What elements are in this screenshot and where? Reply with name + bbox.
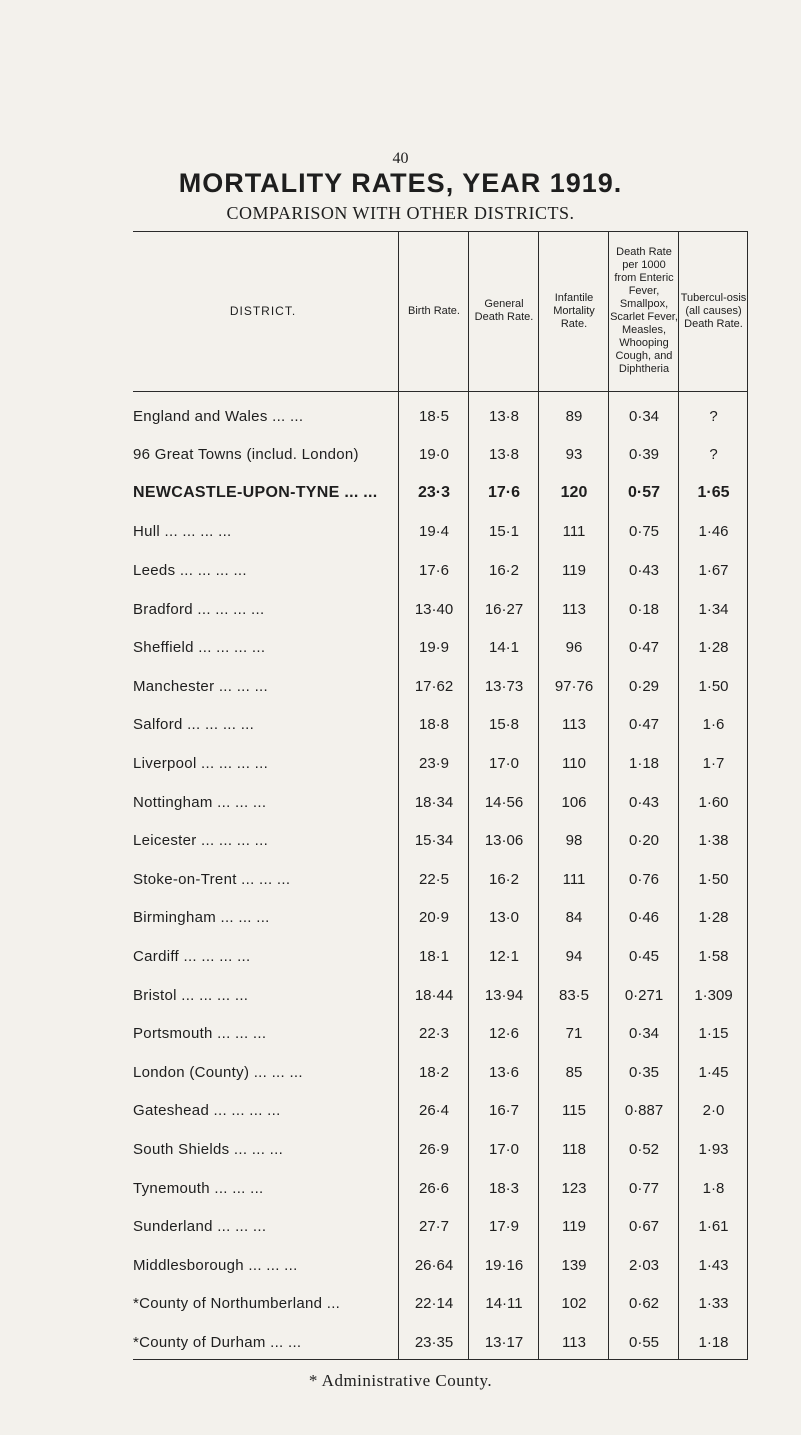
general-death-rate-cell: 18·3 (488, 1179, 520, 1197)
infantile-mortality-cell: 94 (565, 947, 583, 965)
district-name-cell: Sheffield ... ... ... ... (133, 639, 266, 657)
general-death-rate-cell: 13·94 (484, 986, 524, 1004)
district-name-cell: 96 Great Towns (includ. London) (133, 446, 359, 464)
infectious-death-rate-cell: 0·29 (628, 677, 660, 695)
tuberculosis-rate-cell: 1·93 (698, 1140, 729, 1158)
infantile-mortality-cell: 110 (562, 754, 586, 772)
district-name-cell: Leicester ... ... ... ... (133, 832, 269, 850)
general-death-rate-cell: 13·8 (488, 446, 520, 464)
birth-rate-cell: 13·40 (414, 600, 454, 618)
district-name-cell: Bristol ... ... ... ... (133, 986, 249, 1004)
table-row (133, 473, 748, 513)
infantile-mortality-cell: 83·5 (558, 986, 590, 1004)
district-name-cell: England and Wales ... ... (133, 407, 304, 425)
infantile-mortality-cell: 113 (562, 600, 586, 618)
infectious-death-rate-cell: 0·35 (628, 1063, 660, 1081)
district-name-cell: Manchester ... ... ... (133, 677, 268, 695)
table-row (133, 782, 748, 822)
infantile-mortality-cell: 119 (562, 1218, 586, 1236)
infantile-mortality-cell: 123 (561, 1179, 587, 1197)
district-name-cell: Tynemouth ... ... ... (133, 1179, 264, 1197)
tuberculosis-rate-cell: 1·58 (698, 947, 729, 965)
general-death-rate-cell: 16·2 (488, 561, 520, 579)
infectious-death-rate-cell: 0·77 (628, 1179, 660, 1197)
district-name-cell: Bradford ... ... ... ... (133, 600, 265, 618)
general-death-rate-cell: 17·0 (488, 754, 520, 772)
infantile-mortality-cell: 96 (565, 639, 583, 657)
tuberculosis-rate-cell: 1·38 (698, 832, 729, 850)
table-row (133, 1322, 748, 1362)
birth-rate-cell: 18·5 (418, 407, 450, 425)
general-death-rate-cell: 14·11 (485, 1295, 523, 1313)
table-row (133, 1284, 748, 1324)
general-death-rate-cell: 13·0 (488, 909, 520, 927)
infantile-mortality-cell: 85 (565, 1063, 583, 1081)
page-title: MORTALITY RATES, YEAR 1919. (178, 168, 623, 198)
table-row (133, 512, 748, 552)
table-row (133, 821, 748, 861)
district-name-cell: London (County) ... ... ... (133, 1063, 303, 1081)
infantile-mortality-cell: 106 (561, 793, 587, 811)
infantile-mortality-cell: 115 (562, 1102, 586, 1120)
general-death-rate-cell: 13·73 (484, 677, 524, 695)
infectious-death-rate-cell: 0·47 (628, 716, 660, 734)
birth-rate-cell: 18·1 (418, 947, 450, 965)
district-name-cell: Sunderland ... ... ... (133, 1218, 267, 1236)
infectious-death-rate-cell: 0·271 (624, 986, 664, 1004)
table-row (133, 936, 748, 976)
infectious-death-rate-cell: 0·52 (628, 1140, 660, 1158)
table-row (133, 550, 748, 590)
tuberculosis-rate-cell: 1·43 (698, 1256, 729, 1274)
general-death-rate-cell: 16·27 (484, 600, 524, 618)
infectious-death-rate-cell: 0·55 (628, 1333, 660, 1351)
table-row (133, 1091, 748, 1131)
table-row (133, 898, 748, 938)
tuberculosis-rate-cell: 1·309 (694, 986, 733, 1004)
infectious-death-rate-cell: 1·18 (628, 754, 660, 772)
table-row (133, 666, 748, 706)
infantile-mortality-cell: 89 (565, 407, 583, 425)
table-row (133, 1245, 748, 1285)
district-name-cell: Liverpool ... ... ... ... (133, 754, 269, 772)
tuberculosis-rate-cell: 1·50 (698, 870, 729, 888)
district-name-cell: *County of Northumberland ... (133, 1295, 341, 1313)
birth-rate-cell: 19·4 (418, 523, 450, 541)
tuberculosis-rate-cell: 1·15 (698, 1025, 729, 1043)
general-death-rate-cell: 13·6 (488, 1063, 520, 1081)
infectious-death-rate-cell: 0·57 (627, 484, 661, 502)
district-name-cell: NEWCASTLE-UPON-TYNE ... ... (133, 484, 378, 502)
infectious-death-rate-cell: 0·34 (628, 407, 660, 425)
infantile-mortality-cell: 111 (562, 523, 586, 541)
page-subtitle: COMPARISON WITH OTHER DISTRICTS. (226, 203, 575, 223)
district-name-cell: Nottingham ... ... ... (133, 793, 267, 811)
infantile-mortality-cell: 102 (561, 1295, 587, 1313)
general-death-rate-cell: 16·7 (488, 1102, 520, 1120)
header-general-death-rate: General Death Rate. (474, 298, 534, 323)
tuberculosis-rate-cell: 1·34 (698, 600, 729, 618)
tuberculosis-rate-cell: 1·28 (698, 639, 729, 657)
infantile-mortality-cell: 113 (562, 1333, 586, 1351)
birth-rate-cell: 23·35 (414, 1333, 454, 1351)
birth-rate-cell: 27·7 (418, 1218, 450, 1236)
infectious-death-rate-cell: 0·47 (628, 639, 660, 657)
birth-rate-cell: 18·2 (418, 1063, 450, 1081)
table-row (133, 1014, 748, 1054)
table-row (133, 628, 748, 668)
table-row (133, 1052, 748, 1092)
tuberculosis-rate-cell: 1·8 (702, 1179, 725, 1197)
district-name-cell: Stoke-on-Trent ... ... ... (133, 870, 291, 888)
birth-rate-cell: 15·34 (414, 832, 454, 850)
birth-rate-cell: 20·9 (418, 909, 450, 927)
tuberculosis-rate-cell: 1·46 (698, 523, 729, 541)
general-death-rate-cell: 17·9 (488, 1218, 520, 1236)
infectious-death-rate-cell: 0·76 (628, 870, 660, 888)
birth-rate-cell: 26·6 (418, 1179, 450, 1197)
birth-rate-cell: 18·44 (414, 986, 454, 1004)
header-bottom-rule (133, 391, 748, 392)
tuberculosis-rate-cell: 1·28 (698, 909, 729, 927)
infantile-mortality-cell: 139 (561, 1256, 587, 1274)
district-name-cell: Hull ... ... ... ... (133, 523, 232, 541)
birth-rate-cell: 22·3 (418, 1025, 450, 1043)
tuberculosis-rate-cell: ? (709, 407, 718, 425)
tuberculosis-rate-cell: 1·60 (698, 793, 729, 811)
infectious-death-rate-cell: 0·18 (628, 600, 660, 618)
infectious-death-rate-cell: 0·20 (628, 832, 660, 850)
infectious-death-rate-cell: 0·67 (628, 1218, 660, 1236)
birth-rate-cell: 26·4 (418, 1102, 450, 1120)
tuberculosis-rate-cell: 1·61 (698, 1218, 729, 1236)
tuberculosis-rate-cell: 1·18 (698, 1333, 729, 1351)
table-row (133, 396, 748, 436)
table-row (133, 1207, 748, 1247)
table-row (133, 1168, 748, 1208)
infantile-mortality-cell: 98 (565, 832, 583, 850)
infantile-mortality-cell: 113 (562, 716, 586, 734)
general-death-rate-cell: 15·8 (488, 716, 520, 734)
district-name-cell: Gateshead ... ... ... ... (133, 1102, 281, 1120)
birth-rate-cell: 19·9 (418, 639, 450, 657)
tuberculosis-rate-cell: 2·0 (702, 1102, 725, 1120)
header-district: DISTRICT. (229, 303, 297, 318)
footnote: * Administrative County. (308, 1371, 493, 1390)
birth-rate-cell: 18·34 (414, 793, 454, 811)
infantile-mortality-cell: 111 (562, 870, 586, 888)
district-name-cell: South Shields ... ... ... (133, 1140, 284, 1158)
general-death-rate-cell: 12·1 (488, 947, 520, 965)
tuberculosis-rate-cell: 1·67 (698, 561, 729, 579)
table-row (133, 589, 748, 629)
district-name-cell: Birmingham ... ... ... (133, 909, 270, 927)
birth-rate-cell: 17·6 (418, 561, 450, 579)
infectious-death-rate-cell: 0·887 (624, 1102, 664, 1120)
header-birth-rate: Birth Rate. (408, 304, 460, 317)
birth-rate-cell: 23·9 (418, 754, 450, 772)
district-name-cell: Salford ... ... ... ... (133, 716, 255, 734)
mortality-table (133, 231, 748, 1361)
birth-rate-cell: 19·0 (418, 446, 450, 464)
table-row (133, 743, 748, 783)
infectious-death-rate-cell: 0·62 (628, 1295, 660, 1313)
tuberculosis-rate-cell: 1·7 (702, 754, 725, 772)
tuberculosis-rate-cell: 1·33 (698, 1295, 729, 1313)
tuberculosis-rate-cell: 1·6 (702, 716, 725, 734)
tuberculosis-rate-cell: 1·50 (698, 677, 729, 695)
infantile-mortality-cell: 84 (565, 909, 583, 927)
header-infectious-death-rate: Death Rate per 1000 from Enteric Fever, Smallpox, Scarlet Fever, Measles, Whooping Cough, and Diphtheria (610, 246, 678, 375)
general-death-rate-cell: 13·17 (484, 1333, 524, 1351)
district-name-cell: Middlesborough ... ... ... (133, 1256, 298, 1274)
birth-rate-cell: 22·5 (418, 870, 450, 888)
infantile-mortality-cell: 119 (562, 561, 586, 579)
general-death-rate-cell: 14·1 (488, 639, 520, 657)
infantile-mortality-cell: 120 (560, 484, 588, 502)
infectious-death-rate-cell: 0·43 (628, 793, 660, 811)
general-death-rate-cell: 17·0 (488, 1140, 520, 1158)
infantile-mortality-cell: 93 (565, 446, 583, 464)
district-name-cell: Portsmouth ... ... ... (133, 1025, 267, 1043)
table-row (133, 859, 748, 899)
general-death-rate-cell: 17·6 (487, 484, 521, 502)
general-death-rate-cell: 14·56 (484, 793, 524, 811)
birth-rate-cell: 23·3 (417, 484, 451, 502)
header-tuberculosis-death-rate: Tubercul-osis (all causes) Death Rate. (680, 291, 747, 330)
table-row (133, 975, 748, 1015)
header-infantile-mortality: Infantile Mortality Rate. (553, 291, 595, 330)
general-death-rate-cell: 19·16 (484, 1256, 524, 1274)
infectious-death-rate-cell: 0·75 (628, 523, 660, 541)
general-death-rate-cell: 16·2 (488, 870, 520, 888)
general-death-rate-cell: 13·06 (484, 832, 524, 850)
infectious-death-rate-cell: 0·34 (628, 1025, 660, 1043)
infantile-mortality-cell: 71 (565, 1025, 583, 1043)
infectious-death-rate-cell: 0·46 (628, 909, 660, 927)
general-death-rate-cell: 13·8 (488, 407, 520, 425)
general-death-rate-cell: 12·6 (488, 1025, 520, 1043)
infectious-death-rate-cell: 2·03 (628, 1256, 660, 1274)
general-death-rate-cell: 15·1 (488, 523, 520, 541)
infantile-mortality-cell: 97·76 (554, 677, 594, 695)
tuberculosis-rate-cell: 1·65 (697, 484, 730, 502)
table-row (133, 705, 748, 745)
birth-rate-cell: 26·64 (414, 1256, 454, 1274)
district-name-cell: Leeds ... ... ... ... (133, 561, 247, 579)
tuberculosis-rate-cell: 1·45 (698, 1063, 729, 1081)
infectious-death-rate-cell: 0·45 (628, 947, 660, 965)
district-name-cell: Cardiff ... ... ... ... (133, 947, 251, 965)
birth-rate-cell: 17·62 (414, 677, 454, 695)
table-row (133, 435, 748, 475)
infantile-mortality-cell: 118 (562, 1140, 586, 1158)
page-number: 40 (392, 150, 409, 167)
birth-rate-cell: 22·14 (414, 1295, 454, 1313)
tuberculosis-rate-cell: ? (709, 446, 718, 464)
infectious-death-rate-cell: 0·43 (628, 561, 660, 579)
infectious-death-rate-cell: 0·39 (628, 446, 660, 464)
birth-rate-cell: 26·9 (418, 1140, 450, 1158)
district-name-cell: *County of Durham ... ... (133, 1333, 302, 1351)
table-row (133, 1129, 748, 1169)
birth-rate-cell: 18·8 (418, 716, 450, 734)
